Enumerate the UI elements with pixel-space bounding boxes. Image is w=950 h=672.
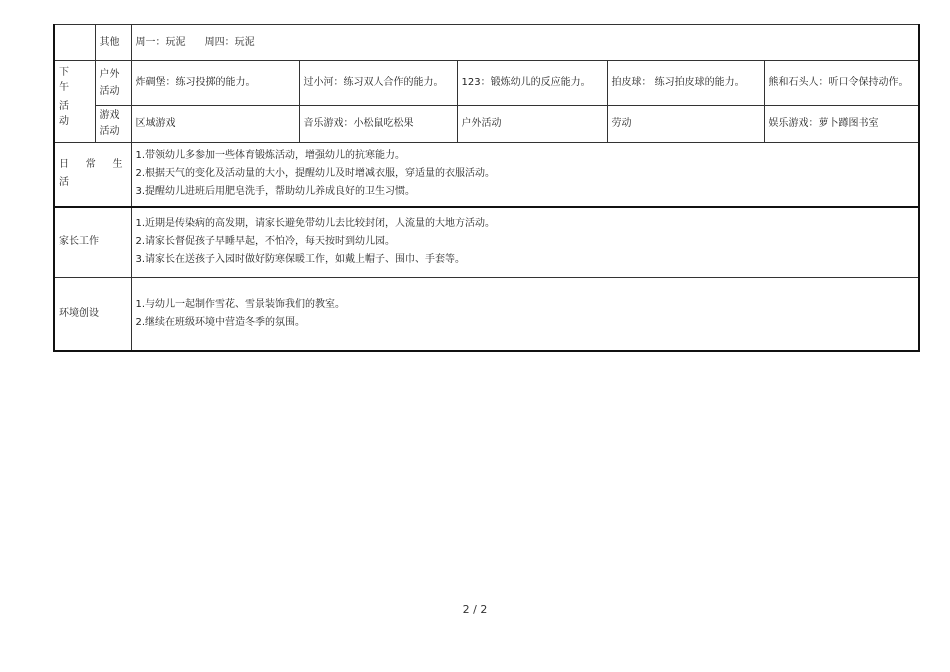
daily-life-char-4: 活 bbox=[59, 177, 69, 189]
games-label bbox=[95, 106, 131, 143]
daily-life-item-1: 1.带领幼儿多参加一些体育锻炼活动，增强幼儿的抗寒能力。 bbox=[135, 150, 406, 162]
games-label-1: 游戏 bbox=[99, 110, 120, 121]
games-cell-mon: 区域游戏 bbox=[131, 106, 299, 143]
parents-content bbox=[131, 207, 919, 278]
row-daily-life bbox=[54, 143, 919, 207]
afternoon-label-3: 活 bbox=[59, 101, 69, 112]
row-other bbox=[54, 25, 919, 61]
row-other-empty-cell bbox=[54, 25, 95, 61]
row-parents bbox=[54, 207, 919, 278]
row-other-content: 周一：玩泥 周四：玩泥 bbox=[131, 25, 919, 61]
games-cell-wed: 户外活动 bbox=[457, 106, 607, 143]
games-cell-thu: 劳动 bbox=[607, 106, 764, 143]
outdoor-label-1: 户外 bbox=[99, 69, 120, 80]
parents-item-1: 1.近期是传染病的高发期，请家长避免带幼儿去比较封闭，人流量的大地方活动。 bbox=[135, 218, 496, 230]
parents-label: 家长工作 bbox=[54, 207, 131, 278]
environment-content bbox=[131, 278, 919, 351]
afternoon-label-2: 午 bbox=[59, 82, 69, 93]
daily-life-label-top bbox=[59, 156, 127, 174]
row-afternoon-outdoor bbox=[54, 61, 919, 106]
outdoor-cell-wed: 123：锻炼幼儿的反应能力。 bbox=[457, 61, 607, 106]
environment-label: 环境创设 bbox=[54, 278, 131, 351]
row-afternoon-games bbox=[54, 106, 919, 143]
games-cell-tue: 音乐游戏：小松鼠吃松果 bbox=[299, 106, 457, 143]
outdoor-cell-mon: 炸碉堡：练习投掷的能力。 bbox=[131, 61, 299, 106]
environment-item-2: 2.继续在班级环境中营造冬季的氛围。 bbox=[135, 316, 306, 328]
daily-life-content bbox=[131, 143, 919, 207]
daily-life-char-1: 日 bbox=[59, 159, 69, 171]
weekly-plan-table bbox=[53, 24, 920, 352]
outdoor-cell-fri: 熊和石头人：听口令保持动作。 bbox=[764, 61, 919, 106]
environment-item-1: 1.与幼儿一起制作雪花、雪景装饰我们的教室。 bbox=[135, 298, 346, 310]
outdoor-label-2: 活动 bbox=[99, 86, 120, 97]
daily-life-char-2: 常 bbox=[85, 159, 96, 171]
daily-life-item-3: 3.提醒幼儿进班后用肥皂洗手，帮助幼儿养成良好的卫生习惯。 bbox=[135, 186, 416, 198]
daily-life-item-2: 2.根据天气的变化及活动量的大小，提醒幼儿及时增减衣服，穿适量的衣服活动。 bbox=[135, 168, 496, 180]
afternoon-label bbox=[54, 61, 95, 143]
outdoor-cell-thu: 拍皮球： 练习拍皮球的能力。 bbox=[607, 61, 764, 106]
afternoon-label-4: 动 bbox=[59, 116, 69, 127]
afternoon-label-1: 下 bbox=[59, 67, 69, 78]
outdoor-label bbox=[95, 61, 131, 106]
parents-item-2: 2.请家长督促孩子早睡早起，不怕冷，每天按时到幼儿园。 bbox=[135, 236, 396, 248]
games-label-2: 活动 bbox=[99, 126, 120, 137]
parents-item-3: 3.请家长在送孩子入园时做好防寒保暖工作，如戴上帽子、围巾、手套等。 bbox=[135, 254, 466, 266]
outdoor-cell-tue: 过小河：练习双人合作的能力。 bbox=[299, 61, 457, 106]
page-number: 2 / 2 bbox=[462, 603, 488, 616]
row-other-label: 其他 bbox=[95, 25, 131, 61]
daily-life-char-3: 生 bbox=[112, 159, 123, 171]
games-cell-fri: 娱乐游戏：萝卜蹲图书室 bbox=[764, 106, 919, 143]
daily-life-label bbox=[54, 143, 131, 207]
row-environment bbox=[54, 278, 919, 351]
